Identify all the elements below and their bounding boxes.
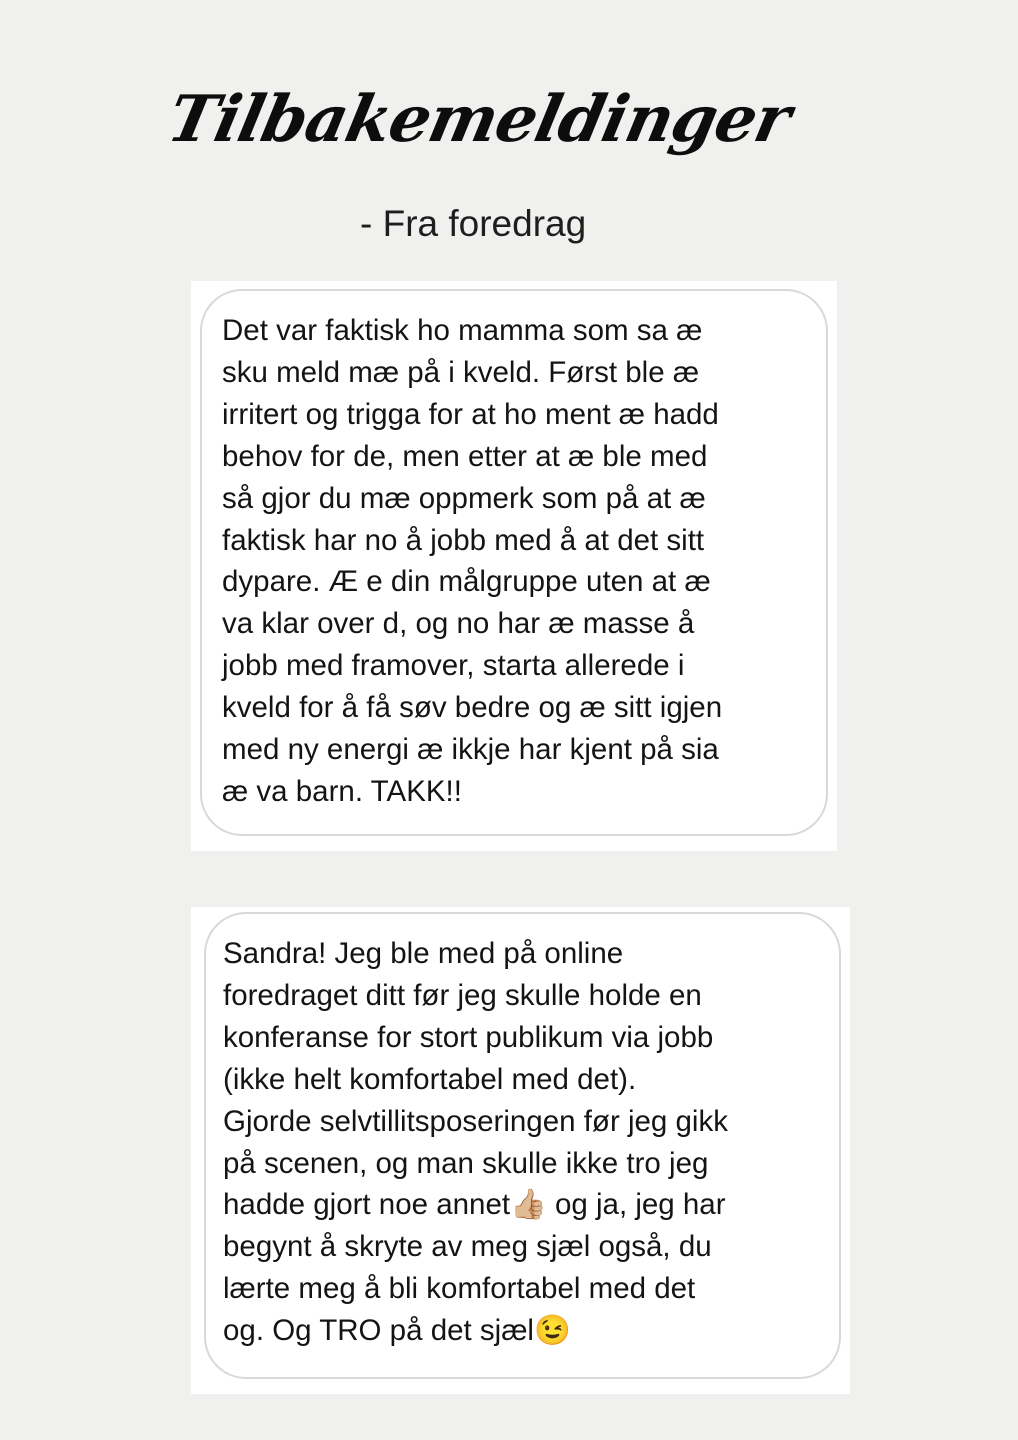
testimonial-card <box>191 907 850 1394</box>
testimonial-text: Det var faktisk ho mamma som sa æ sku meld mæ på i kveld. Først ble æ irritert og trigga for at ho ment æ hadd behov for de, men etter at æ ble med så gjor du mæ oppmerk som på at æ faktisk har no å jobb med å at det sitt dypare. Æ e din målgruppe uten at æ va klar over d, og no har æ masse å jobb med framover, starta allerede i kveld for å få søv bedre og æ sitt igjen med ny energi æ ikkje har kjent på sia æ va barn. TAKK!! <box>222 314 723 808</box>
page-subtitle: - Fra foredrag <box>360 203 587 244</box>
testimonial-text: Sandra! Jeg ble med på online foredraget ditt før jeg skulle holde en konferanse for stort publikum via jobb (ikke helt komfortabel med det). Gjorde selvtillitsposeringen før jeg gikk på scenen, og man skulle ikke tro jeg hadde gjort noe annet👍🏼 og ja, jeg har begynt å skryte av meg sjæl også, du lærte meg å bli komfortabel med det og. Og TRO på det sjæl😉 <box>223 937 728 1348</box>
page-title: Tilbakemeldinger <box>161 82 797 157</box>
testimonial-card <box>191 281 837 851</box>
